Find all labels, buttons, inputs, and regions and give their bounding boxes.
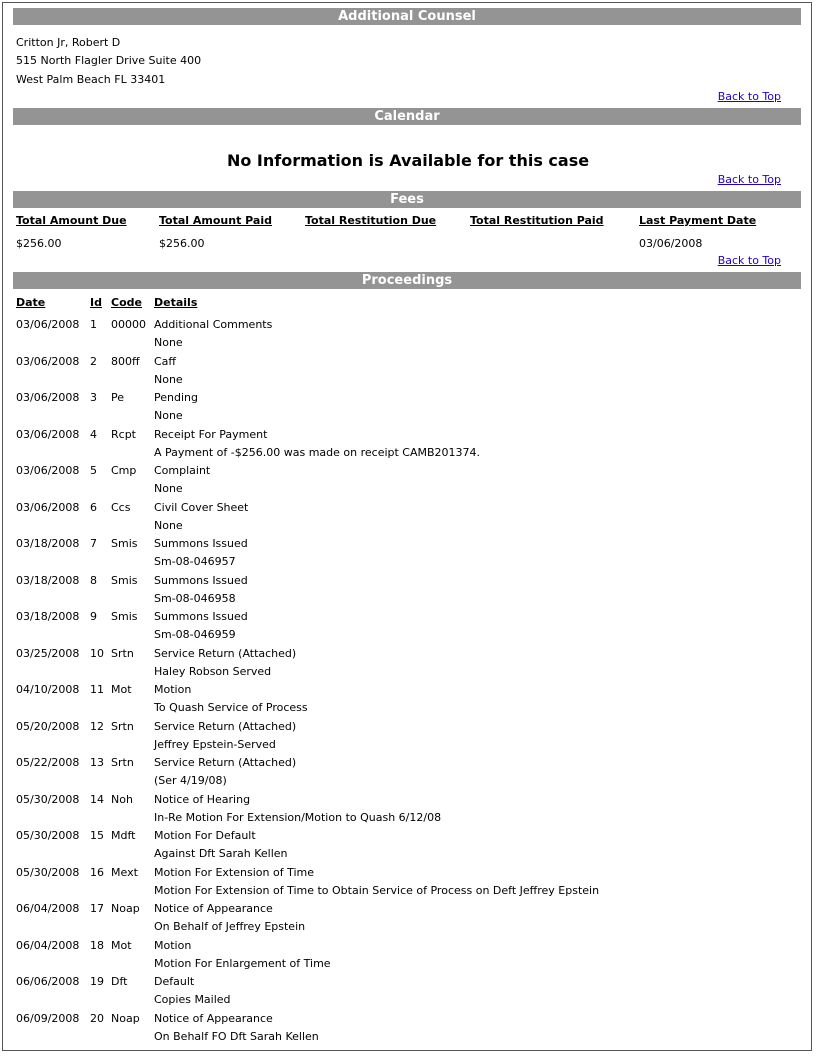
proceeding-code: Noap xyxy=(111,902,140,915)
proceeding-detail: A Payment of -$256.00 was made on receipt CAMB201374. xyxy=(154,445,481,459)
proceeding-code: 800ff xyxy=(111,354,140,368)
fees-header-total-amount-paid: Total Amount Paid xyxy=(159,214,272,227)
proceeding-description: Pending xyxy=(154,391,198,404)
proceeding-description: Caff xyxy=(154,354,176,368)
proceeding-date: 05/30/2008 xyxy=(16,865,80,879)
proceeding-date: 03/06/2008 xyxy=(16,464,80,477)
proceeding-id: 4 xyxy=(90,427,97,441)
proceeding-id: 18 xyxy=(90,938,104,952)
table-row xyxy=(0,681,816,718)
proceeding-detail: (Ser 4/19/08) xyxy=(154,774,227,787)
table-row xyxy=(0,535,816,572)
proceeding-description: Summons Issued xyxy=(154,573,248,587)
proceeding-detail: None xyxy=(154,482,183,495)
proceeding-id: 2 xyxy=(90,354,97,368)
proceeding-description: Service Return (Attached) xyxy=(154,719,297,733)
proceeding-id: 6 xyxy=(90,500,97,514)
table-row xyxy=(0,827,816,864)
table-row xyxy=(0,462,816,499)
proceeding-code: Smis xyxy=(111,573,138,587)
proceeding-detail: On Behalf FO Dft Sarah Kellen xyxy=(154,1029,319,1043)
proceeding-code: Dft xyxy=(111,975,128,988)
table-row xyxy=(0,353,816,390)
proceeding-date: 06/09/2008 xyxy=(16,1011,80,1025)
proceeding-description: Motion xyxy=(154,683,192,696)
proceeding-id: 20 xyxy=(90,1011,104,1025)
table-row xyxy=(0,499,816,536)
table-row xyxy=(0,316,816,353)
proceeding-date: 03/06/2008 xyxy=(16,500,80,514)
proceeding-detail: In-Re Motion For Extension/Motion to Quash 6/12/08 xyxy=(154,810,442,824)
back-to-top-link[interactable]: Back to Top xyxy=(717,90,781,103)
proceeding-date: 05/30/2008 xyxy=(16,829,80,842)
proceeding-id: 10 xyxy=(90,646,104,660)
proceeding-date: 05/22/2008 xyxy=(16,756,80,769)
proceeding-description: Service Return (Attached) xyxy=(154,646,297,660)
fees-header-last-payment-date: Last Payment Date xyxy=(639,214,757,227)
proceedings-header-details: Details xyxy=(154,296,198,309)
proceeding-detail: None xyxy=(154,518,183,532)
proceeding-detail: Sm-08-046957 xyxy=(154,555,236,568)
proceeding-code: Srtn xyxy=(111,719,134,733)
back-to-top-link[interactable]: Back to Top xyxy=(717,254,781,267)
proceeding-detail: On Behalf of Jeffrey Epstein xyxy=(154,920,306,933)
proceeding-detail: Against Dft Sarah Kellen xyxy=(154,847,288,860)
proceeding-code: Mdft xyxy=(111,829,136,842)
proceeding-code: Ccs xyxy=(111,500,131,514)
proceeding-detail: Sm-08-046958 xyxy=(154,591,236,605)
proceeding-code: Noap xyxy=(111,1011,140,1025)
fees-total-amount-due: $256.00 xyxy=(16,237,62,250)
proceeding-detail: To Quash Service of Process xyxy=(154,701,308,714)
proceeding-code: Cmp xyxy=(111,464,137,477)
proceeding-id: 1 xyxy=(90,318,97,331)
proceeding-date: 03/06/2008 xyxy=(16,318,80,331)
proceeding-id: 13 xyxy=(90,756,104,769)
fees-last-payment-date: 03/06/2008 xyxy=(639,237,703,250)
proceeding-code: Mot xyxy=(111,938,132,952)
table-row xyxy=(0,389,816,426)
proceeding-detail: None xyxy=(154,336,183,349)
proceeding-detail: Motion For Enlargement of Time xyxy=(154,956,331,970)
proceeding-date: 03/06/2008 xyxy=(16,427,80,441)
counsel-city: West Palm Beach FL 33401 xyxy=(16,73,166,86)
proceeding-code: Rcpt xyxy=(111,427,136,441)
proceeding-date: 06/04/2008 xyxy=(16,938,80,952)
proceeding-description: Complaint xyxy=(154,464,211,477)
section-header-calendar: Calendar xyxy=(13,108,801,125)
proceeding-id: 7 xyxy=(90,537,97,550)
proceeding-code: Noh xyxy=(111,792,133,806)
table-row xyxy=(0,645,816,682)
proceeding-id: 5 xyxy=(90,464,97,477)
proceeding-description: Notice of Appearance xyxy=(154,1011,273,1025)
proceeding-date: 03/06/2008 xyxy=(16,391,80,404)
proceeding-date: 03/18/2008 xyxy=(16,573,80,587)
proceeding-detail: None xyxy=(154,409,183,422)
proceeding-code: Pe xyxy=(111,391,125,404)
proceeding-date: 06/04/2008 xyxy=(16,902,80,915)
proceedings-header-date: Date xyxy=(16,296,46,309)
proceeding-description: Summons Issued xyxy=(154,537,248,550)
proceeding-id: 19 xyxy=(90,975,104,988)
proceeding-description: Summons Issued xyxy=(154,610,248,623)
table-row xyxy=(0,572,816,609)
proceeding-code: Srtn xyxy=(111,646,134,660)
proceeding-date: 03/06/2008 xyxy=(16,354,80,368)
fees-header-total-restitution-due: Total Restitution Due xyxy=(305,214,437,227)
proceeding-id: 11 xyxy=(90,683,104,696)
table-row xyxy=(0,608,816,645)
section-header-additional-counsel: Additional Counsel xyxy=(13,8,801,25)
table-row xyxy=(0,754,816,791)
proceeding-date: 05/30/2008 xyxy=(16,792,80,806)
proceeding-description: Default xyxy=(154,975,195,988)
table-row xyxy=(0,900,816,937)
proceeding-date: 06/06/2008 xyxy=(16,975,80,988)
proceeding-detail: Motion For Extension of Time to Obtain Service of Process on Deft Jeffrey Epstein xyxy=(154,883,600,897)
fees-total-amount-paid: $256.00 xyxy=(159,237,205,250)
fees-header-total-restitution-paid: Total Restitution Paid xyxy=(470,214,604,227)
back-to-top-link[interactable]: Back to Top xyxy=(717,173,781,186)
proceeding-date: 03/25/2008 xyxy=(16,646,80,660)
proceeding-code: Mot xyxy=(111,683,132,696)
proceeding-description: Notice of Hearing xyxy=(154,792,251,806)
proceeding-id: 3 xyxy=(90,391,97,404)
proceeding-date: 04/10/2008 xyxy=(16,683,80,696)
proceeding-id: 16 xyxy=(90,865,104,879)
proceeding-id: 12 xyxy=(90,719,104,733)
proceeding-date: 05/20/2008 xyxy=(16,719,80,733)
proceeding-id: 15 xyxy=(90,829,104,842)
table-row xyxy=(0,864,816,901)
proceeding-id: 9 xyxy=(90,610,97,623)
table-row xyxy=(0,426,816,463)
proceeding-description: Civil Cover Sheet xyxy=(154,500,249,514)
proceeding-code: 00000 xyxy=(111,318,146,331)
proceeding-detail: None xyxy=(154,372,183,386)
table-row xyxy=(0,791,816,828)
proceeding-description: Service Return (Attached) xyxy=(154,756,297,769)
table-row xyxy=(0,973,816,1010)
proceeding-detail: Sm-08-046959 xyxy=(154,628,236,641)
proceeding-id: 8 xyxy=(90,573,97,587)
proceeding-code: Srtn xyxy=(111,756,134,769)
proceeding-id: 17 xyxy=(90,902,104,915)
proceeding-id: 14 xyxy=(90,792,104,806)
table-row xyxy=(0,937,816,974)
proceedings-header-code: Code xyxy=(111,296,142,309)
proceeding-description: Additional Comments xyxy=(154,318,273,331)
proceeding-description: Motion For Default xyxy=(154,829,256,842)
table-row xyxy=(0,1010,816,1047)
proceeding-code: Smis xyxy=(111,537,138,550)
calendar-no-info: No Information is Available for this case xyxy=(226,151,590,170)
proceeding-description: Motion xyxy=(154,938,192,952)
table-row xyxy=(0,718,816,755)
counsel-name: Critton Jr, Robert D xyxy=(16,36,121,49)
proceeding-detail: Haley Robson Served xyxy=(154,664,272,678)
proceeding-description: Notice of Appearance xyxy=(154,902,273,915)
proceeding-date: 03/18/2008 xyxy=(16,610,80,623)
proceedings-header-id: Id xyxy=(90,296,102,309)
proceedings-list xyxy=(0,316,816,1046)
counsel-address: 515 North Flagler Drive Suite 400 xyxy=(16,54,202,67)
proceeding-detail: Jeffrey Epstein-Served xyxy=(154,737,276,751)
section-header-fees: Fees xyxy=(13,191,801,208)
proceeding-description: Receipt For Payment xyxy=(154,427,268,441)
proceeding-code: Mext xyxy=(111,865,138,879)
section-header-proceedings: Proceedings xyxy=(13,272,801,289)
proceeding-description: Motion For Extension of Time xyxy=(154,865,314,879)
proceeding-code: Smis xyxy=(111,610,138,623)
proceeding-date: 03/18/2008 xyxy=(16,537,80,550)
proceeding-detail: Copies Mailed xyxy=(154,993,231,1006)
fees-header-total-amount-due: Total Amount Due xyxy=(16,214,127,227)
